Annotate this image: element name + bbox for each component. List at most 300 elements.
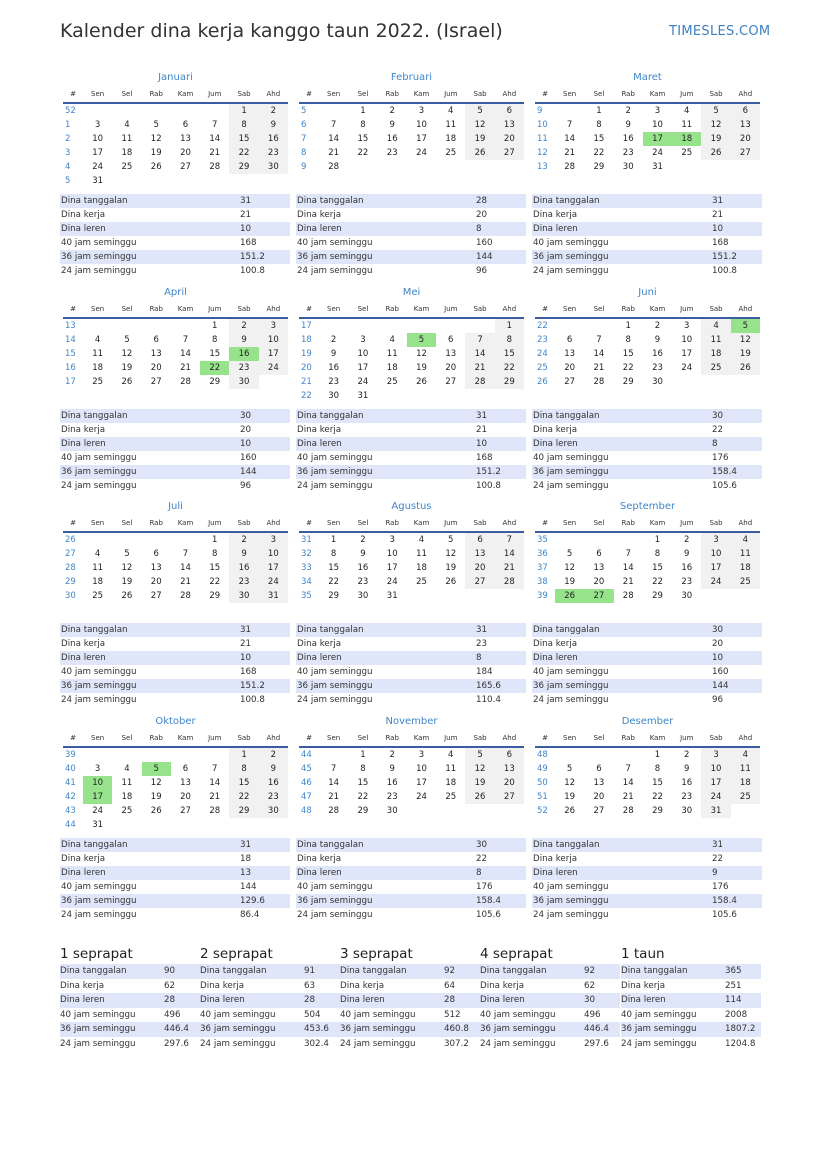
day-cell[interactable]: 31 bbox=[652, 162, 663, 172]
day-cell[interactable]: 23 bbox=[386, 148, 398, 158]
day-cell[interactable]: 14 bbox=[328, 778, 340, 788]
day-cell[interactable]: 25 bbox=[92, 591, 104, 601]
day-cell[interactable]: 6 bbox=[731, 103, 760, 118]
day-cell[interactable]: 17 bbox=[259, 561, 288, 575]
day-cell[interactable]: 9 bbox=[654, 335, 661, 345]
day-cell[interactable]: 24 bbox=[92, 162, 104, 172]
day-cell[interactable]: 22 bbox=[328, 577, 340, 587]
day-cell[interactable]: 4 bbox=[731, 747, 760, 762]
day-cell[interactable]: 30 bbox=[259, 160, 288, 174]
day-cell[interactable]: 14 bbox=[495, 547, 524, 561]
day-cell[interactable]: 9 bbox=[389, 120, 395, 130]
day-cell[interactable]: 15 bbox=[328, 563, 340, 573]
day-cell[interactable]: 6 bbox=[566, 335, 573, 345]
day-cell[interactable]: 19 bbox=[445, 563, 457, 573]
day-cell[interactable]: 20 bbox=[150, 363, 162, 373]
day-cell[interactable]: 3 bbox=[360, 335, 366, 345]
day-cell[interactable]: 18 bbox=[121, 148, 133, 158]
day-cell[interactable]: 3 bbox=[701, 532, 730, 547]
holiday-cell[interactable]: 5 bbox=[142, 762, 171, 776]
day-cell[interactable]: 17 bbox=[681, 349, 693, 359]
day-cell[interactable]: 7 bbox=[596, 335, 602, 345]
day-cell[interactable]: 13 bbox=[731, 118, 760, 132]
day-cell[interactable]: 21 bbox=[465, 361, 494, 375]
day-cell[interactable]: 20 bbox=[495, 776, 524, 790]
day-cell[interactable]: 2 bbox=[684, 535, 690, 545]
day-cell[interactable]: 13 bbox=[564, 349, 576, 359]
day-cell[interactable]: 10 bbox=[357, 349, 369, 359]
day-cell[interactable]: 23 bbox=[386, 792, 398, 802]
day-cell[interactable]: 25 bbox=[701, 361, 730, 375]
day-cell[interactable]: 3 bbox=[701, 747, 730, 762]
day-cell[interactable]: 24 bbox=[416, 792, 427, 802]
day-cell[interactable]: 5 bbox=[701, 103, 730, 118]
day-cell[interactable]: 27 bbox=[593, 806, 605, 816]
holiday-cell[interactable]: 22 bbox=[200, 361, 229, 375]
day-cell[interactable]: 5 bbox=[124, 549, 130, 559]
day-cell[interactable]: 8 bbox=[212, 335, 218, 345]
day-cell[interactable]: 13 bbox=[495, 118, 524, 132]
day-cell[interactable]: 28 bbox=[622, 806, 634, 816]
day-cell[interactable]: 29 bbox=[209, 591, 221, 601]
day-cell[interactable]: 24 bbox=[259, 575, 288, 589]
day-cell[interactable]: 7 bbox=[212, 120, 218, 130]
day-cell[interactable]: 5 bbox=[465, 103, 494, 118]
day-cell[interactable]: 21 bbox=[328, 148, 340, 158]
day-cell[interactable]: 26 bbox=[416, 377, 427, 387]
holiday-cell[interactable]: 26 bbox=[555, 589, 584, 603]
day-cell[interactable]: 5 bbox=[566, 764, 573, 774]
day-cell[interactable]: 30 bbox=[386, 806, 398, 816]
day-cell[interactable]: 20 bbox=[495, 132, 524, 146]
day-cell[interactable]: 4 bbox=[448, 750, 454, 760]
day-cell[interactable]: 31 bbox=[357, 391, 369, 401]
day-cell[interactable]: 13 bbox=[150, 349, 162, 359]
day-cell[interactable]: 31 bbox=[386, 591, 398, 601]
day-cell[interactable]: 29 bbox=[229, 160, 258, 174]
day-cell[interactable]: 20 bbox=[564, 363, 576, 373]
day-cell[interactable]: 8 bbox=[596, 120, 602, 130]
day-cell[interactable]: 2 bbox=[229, 532, 258, 547]
day-cell[interactable]: 3 bbox=[418, 106, 425, 116]
day-cell[interactable]: 27 bbox=[180, 806, 191, 816]
day-cell[interactable]: 20 bbox=[445, 363, 457, 373]
day-cell[interactable]: 29 bbox=[357, 806, 369, 816]
day-cell[interactable]: 21 bbox=[593, 363, 605, 373]
day-cell[interactable]: 15 bbox=[495, 347, 524, 361]
day-cell[interactable]: 6 bbox=[495, 103, 524, 118]
day-cell[interactable]: 26 bbox=[121, 591, 133, 601]
holiday-cell[interactable]: 10 bbox=[83, 776, 112, 790]
day-cell[interactable]: 22 bbox=[357, 792, 369, 802]
day-cell[interactable]: 18 bbox=[445, 134, 457, 144]
day-cell[interactable]: 9 bbox=[360, 549, 366, 559]
day-cell[interactable]: 28 bbox=[180, 377, 191, 387]
holiday-cell[interactable]: 17 bbox=[643, 132, 672, 146]
day-cell[interactable]: 1 bbox=[625, 321, 631, 331]
day-cell[interactable]: 29 bbox=[622, 377, 634, 387]
day-cell[interactable]: 17 bbox=[701, 776, 730, 790]
day-cell[interactable]: 21 bbox=[209, 792, 221, 802]
day-cell[interactable]: 12 bbox=[731, 333, 760, 347]
day-cell[interactable]: 22 bbox=[652, 792, 663, 802]
day-cell[interactable]: 9 bbox=[229, 333, 258, 347]
day-cell[interactable]: 15 bbox=[622, 349, 634, 359]
day-cell[interactable]: 10 bbox=[259, 333, 288, 347]
day-cell[interactable]: 26 bbox=[465, 790, 494, 804]
day-cell[interactable]: 16 bbox=[386, 778, 398, 788]
day-cell[interactable]: 15 bbox=[209, 349, 221, 359]
day-cell[interactable]: 14 bbox=[465, 347, 494, 361]
day-cell[interactable]: 30 bbox=[229, 589, 258, 603]
day-cell[interactable]: 3 bbox=[654, 106, 661, 116]
day-cell[interactable]: 22 bbox=[229, 790, 258, 804]
day-cell[interactable]: 23 bbox=[357, 577, 369, 587]
day-cell[interactable]: 15 bbox=[652, 563, 663, 573]
day-cell[interactable]: 6 bbox=[596, 549, 602, 559]
day-cell[interactable]: 28 bbox=[180, 591, 191, 601]
day-cell[interactable]: 19 bbox=[564, 577, 576, 587]
day-cell[interactable]: 18 bbox=[416, 563, 427, 573]
day-cell[interactable]: 7 bbox=[330, 764, 337, 774]
day-cell[interactable]: 12 bbox=[564, 563, 576, 573]
day-cell[interactable]: 7 bbox=[625, 549, 631, 559]
day-cell[interactable]: 23 bbox=[259, 790, 288, 804]
day-cell[interactable]: 30 bbox=[229, 375, 258, 389]
day-cell[interactable]: 9 bbox=[229, 547, 258, 561]
day-cell[interactable]: 30 bbox=[259, 804, 288, 818]
day-cell[interactable]: 2 bbox=[229, 318, 258, 333]
day-cell[interactable]: 13 bbox=[495, 762, 524, 776]
day-cell[interactable]: 24 bbox=[259, 361, 288, 375]
day-cell[interactable]: 8 bbox=[495, 333, 524, 347]
day-cell[interactable]: 13 bbox=[180, 134, 191, 144]
day-cell[interactable]: 19 bbox=[465, 132, 494, 146]
day-cell[interactable]: 17 bbox=[416, 134, 427, 144]
day-cell[interactable]: 28 bbox=[564, 162, 576, 172]
day-cell[interactable]: 30 bbox=[328, 391, 340, 401]
day-cell[interactable]: 5 bbox=[465, 747, 494, 762]
day-cell[interactable]: 4 bbox=[94, 549, 101, 559]
day-cell[interactable]: 26 bbox=[150, 162, 162, 172]
day-cell[interactable]: 12 bbox=[416, 349, 427, 359]
day-cell[interactable]: 22 bbox=[622, 363, 634, 373]
day-cell[interactable]: 21 bbox=[328, 792, 340, 802]
day-cell[interactable]: 1 bbox=[654, 750, 661, 760]
day-cell[interactable]: 22 bbox=[229, 146, 258, 160]
day-cell[interactable]: 21 bbox=[495, 561, 524, 575]
day-cell[interactable]: 24 bbox=[92, 806, 104, 816]
day-cell[interactable]: 11 bbox=[731, 762, 760, 776]
day-cell[interactable]: 2 bbox=[330, 335, 337, 345]
day-cell[interactable]: 20 bbox=[731, 132, 760, 146]
day-cell[interactable]: 23 bbox=[681, 792, 693, 802]
day-cell[interactable]: 26 bbox=[445, 577, 457, 587]
day-cell[interactable]: 10 bbox=[681, 335, 693, 345]
day-cell[interactable]: 23 bbox=[229, 361, 258, 375]
day-cell[interactable]: 3 bbox=[418, 750, 425, 760]
day-cell[interactable]: 13 bbox=[445, 349, 457, 359]
day-cell[interactable]: 27 bbox=[465, 575, 494, 589]
day-cell[interactable]: 28 bbox=[495, 575, 524, 589]
day-cell[interactable]: 3 bbox=[259, 532, 288, 547]
day-cell[interactable]: 1 bbox=[360, 106, 366, 116]
day-cell[interactable]: 16 bbox=[229, 561, 258, 575]
day-cell[interactable]: 20 bbox=[180, 792, 191, 802]
day-cell[interactable]: 12 bbox=[150, 778, 162, 788]
day-cell[interactable]: 12 bbox=[445, 549, 457, 559]
day-cell[interactable]: 31 bbox=[701, 804, 730, 818]
day-cell[interactable]: 14 bbox=[564, 134, 576, 144]
day-cell[interactable]: 26 bbox=[465, 146, 494, 160]
day-cell[interactable]: 23 bbox=[681, 577, 693, 587]
day-cell[interactable]: 21 bbox=[622, 792, 634, 802]
holiday-cell[interactable]: 16 bbox=[229, 347, 258, 361]
day-cell[interactable]: 16 bbox=[259, 776, 288, 790]
day-cell[interactable]: 3 bbox=[684, 321, 690, 331]
day-cell[interactable]: 25 bbox=[445, 792, 457, 802]
day-cell[interactable]: 16 bbox=[681, 778, 693, 788]
day-cell[interactable]: 5 bbox=[153, 120, 159, 130]
day-cell[interactable]: 11 bbox=[121, 134, 133, 144]
day-cell[interactable]: 24 bbox=[681, 363, 693, 373]
day-cell[interactable]: 12 bbox=[121, 563, 133, 573]
day-cell[interactable]: 25 bbox=[445, 148, 457, 158]
day-cell[interactable]: 4 bbox=[124, 764, 130, 774]
day-cell[interactable]: 16 bbox=[681, 563, 693, 573]
day-cell[interactable]: 31 bbox=[92, 176, 104, 186]
day-cell[interactable]: 27 bbox=[445, 377, 457, 387]
day-cell[interactable]: 30 bbox=[681, 591, 693, 601]
day-cell[interactable]: 16 bbox=[357, 563, 369, 573]
day-cell[interactable]: 7 bbox=[625, 764, 631, 774]
day-cell[interactable]: 27 bbox=[180, 162, 191, 172]
day-cell[interactable]: 26 bbox=[731, 361, 760, 375]
day-cell[interactable]: 26 bbox=[701, 146, 730, 160]
day-cell[interactable]: 15 bbox=[357, 778, 369, 788]
day-cell[interactable]: 2 bbox=[389, 106, 395, 116]
day-cell[interactable]: 3 bbox=[94, 120, 101, 130]
day-cell[interactable]: 24 bbox=[357, 377, 369, 387]
day-cell[interactable]: 8 bbox=[360, 120, 366, 130]
day-cell[interactable]: 29 bbox=[652, 806, 663, 816]
brand-link[interactable]: TIMESLES.COM bbox=[669, 24, 771, 39]
day-cell[interactable]: 4 bbox=[731, 532, 760, 547]
day-cell[interactable]: 16 bbox=[652, 349, 663, 359]
day-cell[interactable]: 9 bbox=[259, 762, 288, 776]
day-cell[interactable]: 25 bbox=[681, 148, 693, 158]
day-cell[interactable]: 12 bbox=[150, 134, 162, 144]
day-cell[interactable]: 28 bbox=[465, 375, 494, 389]
day-cell[interactable]: 25 bbox=[416, 577, 427, 587]
day-cell[interactable]: 14 bbox=[328, 134, 340, 144]
day-cell[interactable]: 30 bbox=[652, 377, 663, 387]
day-cell[interactable]: 6 bbox=[153, 549, 159, 559]
day-cell[interactable]: 10 bbox=[701, 762, 730, 776]
holiday-cell[interactable]: 17 bbox=[83, 790, 112, 804]
day-cell[interactable]: 1 bbox=[495, 318, 524, 333]
day-cell[interactable]: 27 bbox=[495, 146, 524, 160]
day-cell[interactable]: 22 bbox=[593, 148, 605, 158]
day-cell[interactable]: 11 bbox=[416, 549, 427, 559]
day-cell[interactable]: 27 bbox=[564, 377, 576, 387]
day-cell[interactable]: 2 bbox=[259, 103, 288, 118]
day-cell[interactable]: 25 bbox=[92, 377, 104, 387]
day-cell[interactable]: 7 bbox=[330, 120, 337, 130]
day-cell[interactable]: 31 bbox=[259, 589, 288, 603]
day-cell[interactable]: 14 bbox=[622, 563, 634, 573]
day-cell[interactable]: 9 bbox=[330, 349, 337, 359]
day-cell[interactable]: 12 bbox=[701, 118, 730, 132]
day-cell[interactable]: 16 bbox=[622, 134, 634, 144]
day-cell[interactable]: 6 bbox=[596, 764, 602, 774]
day-cell[interactable]: 30 bbox=[357, 591, 369, 601]
day-cell[interactable]: 7 bbox=[495, 532, 524, 547]
day-cell[interactable]: 15 bbox=[229, 776, 258, 790]
day-cell[interactable]: 1 bbox=[360, 750, 366, 760]
day-cell[interactable]: 10 bbox=[652, 120, 663, 130]
day-cell[interactable]: 27 bbox=[731, 146, 760, 160]
day-cell[interactable]: 27 bbox=[495, 790, 524, 804]
day-cell[interactable]: 28 bbox=[328, 806, 340, 816]
day-cell[interactable]: 12 bbox=[564, 778, 576, 788]
holiday-cell[interactable]: 5 bbox=[407, 333, 436, 347]
day-cell[interactable]: 18 bbox=[386, 363, 398, 373]
holiday-cell[interactable]: 27 bbox=[584, 589, 613, 603]
day-cell[interactable]: 2 bbox=[259, 747, 288, 762]
day-cell[interactable]: 26 bbox=[150, 806, 162, 816]
day-cell[interactable]: 29 bbox=[652, 591, 663, 601]
day-cell[interactable]: 5 bbox=[566, 549, 573, 559]
day-cell[interactable]: 8 bbox=[625, 335, 631, 345]
day-cell[interactable]: 13 bbox=[180, 778, 191, 788]
day-cell[interactable]: 20 bbox=[180, 148, 191, 158]
day-cell[interactable]: 7 bbox=[212, 764, 218, 774]
day-cell[interactable]: 30 bbox=[681, 806, 693, 816]
day-cell[interactable]: 1 bbox=[229, 103, 258, 118]
day-cell[interactable]: 30 bbox=[622, 162, 634, 172]
day-cell[interactable]: 1 bbox=[654, 535, 661, 545]
day-cell[interactable]: 2 bbox=[389, 750, 395, 760]
day-cell[interactable]: 2 bbox=[360, 535, 366, 545]
day-cell[interactable]: 19 bbox=[150, 148, 162, 158]
day-cell[interactable]: 10 bbox=[386, 549, 398, 559]
day-cell[interactable]: 2 bbox=[684, 750, 690, 760]
day-cell[interactable]: 15 bbox=[209, 563, 221, 573]
day-cell[interactable]: 21 bbox=[622, 577, 634, 587]
day-cell[interactable]: 23 bbox=[328, 377, 340, 387]
day-cell[interactable]: 21 bbox=[209, 148, 221, 158]
day-cell[interactable]: 12 bbox=[465, 762, 494, 776]
day-cell[interactable]: 11 bbox=[445, 764, 457, 774]
holiday-cell[interactable]: 5 bbox=[731, 318, 760, 333]
day-cell[interactable]: 14 bbox=[209, 134, 221, 144]
day-cell[interactable]: 28 bbox=[328, 162, 340, 172]
day-cell[interactable]: 20 bbox=[593, 792, 605, 802]
day-cell[interactable]: 22 bbox=[209, 577, 221, 587]
day-cell[interactable]: 8 bbox=[229, 762, 258, 776]
day-cell[interactable]: 29 bbox=[328, 591, 340, 601]
day-cell[interactable]: 25 bbox=[121, 806, 133, 816]
day-cell[interactable]: 11 bbox=[386, 349, 398, 359]
day-cell[interactable]: 19 bbox=[731, 347, 760, 361]
day-cell[interactable]: 20 bbox=[150, 577, 162, 587]
day-cell[interactable]: 5 bbox=[124, 335, 130, 345]
day-cell[interactable]: 23 bbox=[259, 146, 288, 160]
day-cell[interactable]: 8 bbox=[330, 549, 337, 559]
day-cell[interactable]: 28 bbox=[209, 806, 221, 816]
day-cell[interactable]: 3 bbox=[94, 764, 101, 774]
day-cell[interactable]: 4 bbox=[389, 335, 395, 345]
day-cell[interactable]: 15 bbox=[652, 778, 663, 788]
day-cell[interactable]: 10 bbox=[92, 134, 104, 144]
day-cell[interactable]: 1 bbox=[212, 321, 218, 331]
day-cell[interactable]: 28 bbox=[209, 162, 221, 172]
day-cell[interactable]: 15 bbox=[229, 132, 258, 146]
day-cell[interactable]: 18 bbox=[731, 561, 760, 575]
day-cell[interactable]: 5 bbox=[448, 535, 454, 545]
day-cell[interactable]: 12 bbox=[121, 349, 133, 359]
day-cell[interactable]: 7 bbox=[182, 549, 189, 559]
day-cell[interactable]: 3 bbox=[389, 535, 395, 545]
day-cell[interactable]: 6 bbox=[153, 335, 159, 345]
day-cell[interactable]: 24 bbox=[416, 148, 427, 158]
day-cell[interactable]: 28 bbox=[593, 377, 605, 387]
day-cell[interactable]: 14 bbox=[593, 349, 605, 359]
day-cell[interactable]: 10 bbox=[416, 120, 427, 130]
day-cell[interactable]: 8 bbox=[212, 549, 218, 559]
day-cell[interactable]: 19 bbox=[564, 792, 576, 802]
day-cell[interactable]: 17 bbox=[416, 778, 427, 788]
day-cell[interactable]: 19 bbox=[416, 363, 427, 373]
day-cell[interactable]: 14 bbox=[622, 778, 634, 788]
day-cell[interactable]: 4 bbox=[94, 335, 101, 345]
day-cell[interactable]: 25 bbox=[731, 790, 760, 804]
day-cell[interactable]: 6 bbox=[448, 335, 454, 345]
day-cell[interactable]: 6 bbox=[182, 120, 189, 130]
day-cell[interactable]: 1 bbox=[330, 535, 337, 545]
day-cell[interactable]: 21 bbox=[180, 363, 191, 373]
day-cell[interactable]: 11 bbox=[92, 563, 104, 573]
day-cell[interactable]: 11 bbox=[92, 349, 104, 359]
day-cell[interactable]: 20 bbox=[593, 577, 605, 587]
day-cell[interactable]: 27 bbox=[150, 377, 162, 387]
day-cell[interactable]: 1 bbox=[596, 106, 602, 116]
day-cell[interactable]: 8 bbox=[229, 118, 258, 132]
day-cell[interactable]: 18 bbox=[701, 347, 730, 361]
day-cell[interactable]: 22 bbox=[495, 361, 524, 375]
day-cell[interactable]: 4 bbox=[684, 106, 690, 116]
day-cell[interactable]: 15 bbox=[357, 134, 369, 144]
day-cell[interactable]: 11 bbox=[121, 778, 133, 788]
day-cell[interactable]: 2 bbox=[625, 106, 631, 116]
day-cell[interactable]: 4 bbox=[701, 318, 730, 333]
day-cell[interactable]: 2 bbox=[654, 321, 661, 331]
day-cell[interactable]: 21 bbox=[564, 148, 576, 158]
day-cell[interactable]: 11 bbox=[731, 547, 760, 561]
day-cell[interactable]: 26 bbox=[121, 377, 133, 387]
day-cell[interactable]: 4 bbox=[124, 120, 130, 130]
day-cell[interactable]: 7 bbox=[182, 335, 189, 345]
day-cell[interactable]: 6 bbox=[465, 532, 494, 547]
day-cell[interactable]: 9 bbox=[625, 120, 631, 130]
day-cell[interactable]: 22 bbox=[652, 577, 663, 587]
day-cell[interactable]: 29 bbox=[593, 162, 605, 172]
day-cell[interactable]: 26 bbox=[564, 806, 576, 816]
day-cell[interactable]: 17 bbox=[386, 563, 398, 573]
day-cell[interactable]: 28 bbox=[622, 591, 634, 601]
day-cell[interactable]: 9 bbox=[684, 764, 690, 774]
